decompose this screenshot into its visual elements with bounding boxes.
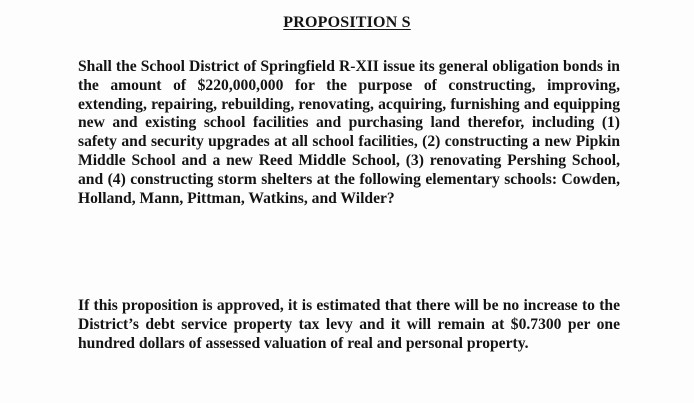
proposition-title-text: PROPOSITION S <box>283 14 411 31</box>
tax-levy-estimate-paragraph: If this proposition is approved, it is estimated that there will be no increase to the District’s debt service property tax levy and it will remain at $0.7300 per one hundred dollars of assessed valuation of real and personal property. <box>78 297 620 352</box>
proposition-title <box>0 13 694 33</box>
ballot-question-paragraph: Shall the School District of Springfield R-XII issue its general obligation bonds in the amount of $220,000,000 for the purpose of constructing, improving, extending, repairing, rebuilding, renovating, acquiring, furnishing and equipping new and existing school facilities and purchasing land therefor, including (1) safety and security upgrades at all school facilities, (2) constructing a new Pipkin Middle School and a new Reed Middle School, (3) renovating Pershing School, and (4) constructing storm shelters at the following elementary schools: Cowden, Holland, Mann, Pittman, Watkins, and Wilder? <box>78 58 620 207</box>
